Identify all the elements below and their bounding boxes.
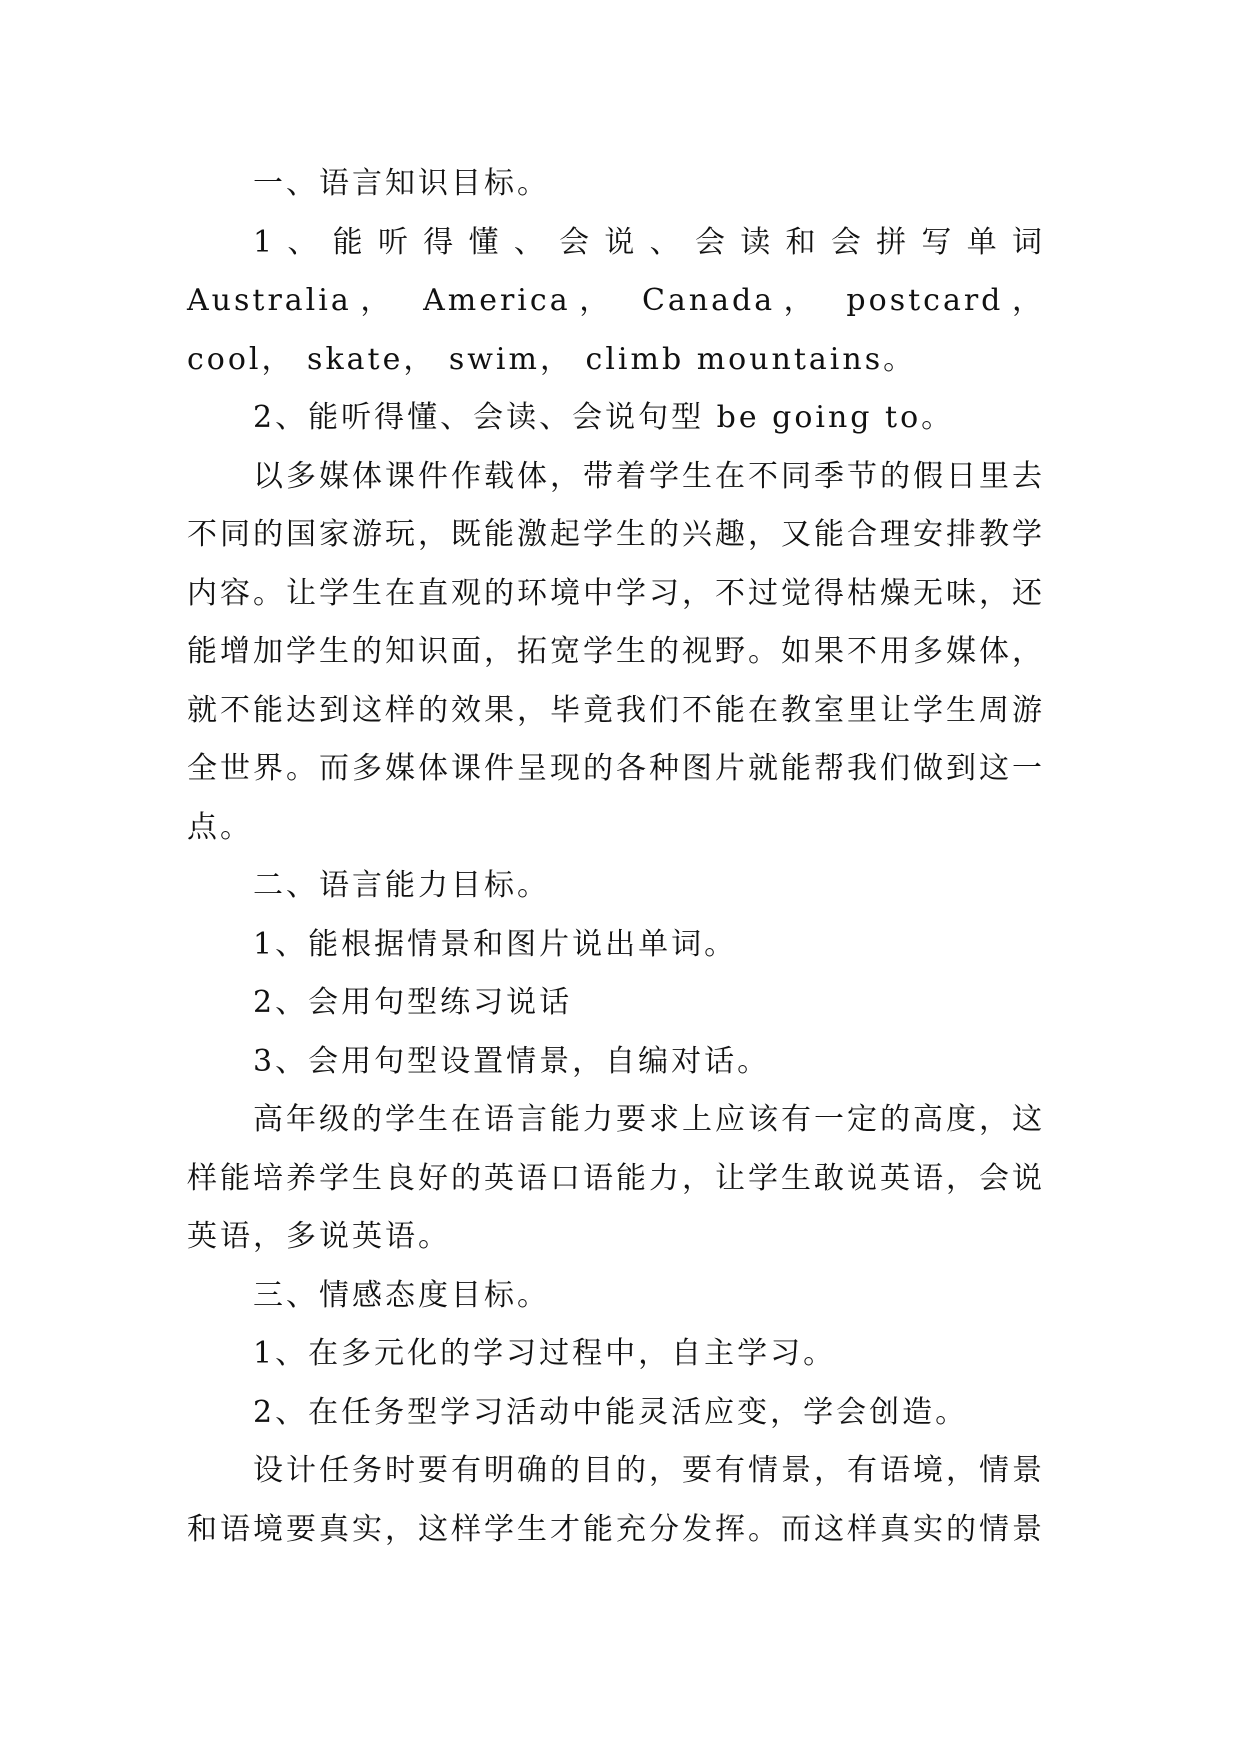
paragraph-ability-item-2: 2、会用句型练习说话 xyxy=(253,985,573,1020)
section-heading-emotion-attitude: 三、情感态度目标。 xyxy=(253,1277,550,1313)
paragraph-ability-item-3: 3、会用句型设置情景，自编对话。 xyxy=(253,1043,771,1079)
section-heading-language-ability: 二、语言能力目标。 xyxy=(253,868,550,903)
section-heading-language-knowledge: 一、语言知识目标。 xyxy=(253,166,550,201)
paragraph-multimedia-rationale: 以多媒体课件作载体，带着学生在不同季节的假日里去不同的国家游玩，既能激起学生的兴趣，又能合理安排教学内容。让学生在直观的环境中学习，不过觉得枯燥无味，还能增加学生的知识面，拓宽学生的视野。如果不用多媒体，就不能达到这样的效果，毕竟我们不能在教室里让学生周游全世界。而多媒体课件呈现的各种图片就能帮我们做到这一点。 xyxy=(187,458,1045,845)
paragraph-vocabulary-goal: 1、能听得懂、会说、会读和会拼写单词 Australia， America， Canada， postcard， cool， skate， swim， climb mountains。 xyxy=(187,224,1045,377)
paragraph-sentence-pattern-goal: 2、能听得懂、会读、会说句型 be going to。 xyxy=(253,400,955,435)
paragraph-ability-rationale: 高年级的学生在语言能力要求上应该有一定的高度，这样能培养学生良好的英语口语能力，让学生敢说英语，会说英语，多说英语。 xyxy=(187,1102,1045,1254)
paragraph-ability-item-1: 1、能根据情景和图片说出单词。 xyxy=(253,926,738,962)
document-body xyxy=(187,155,1045,1559)
paragraph-attitude-item-1: 1、在多元化的学习过程中，自主学习。 xyxy=(253,1336,837,1371)
paragraph-task-design-rationale: 设计任务时要有明确的目的，要有情景，有语境，情景和语境要真实，这样学生才能充分发挥。而这样真实的情景 xyxy=(187,1453,1045,1547)
paragraph-attitude-item-2: 2、在任务型学习活动中能灵活应变，学会创造。 xyxy=(253,1394,969,1430)
